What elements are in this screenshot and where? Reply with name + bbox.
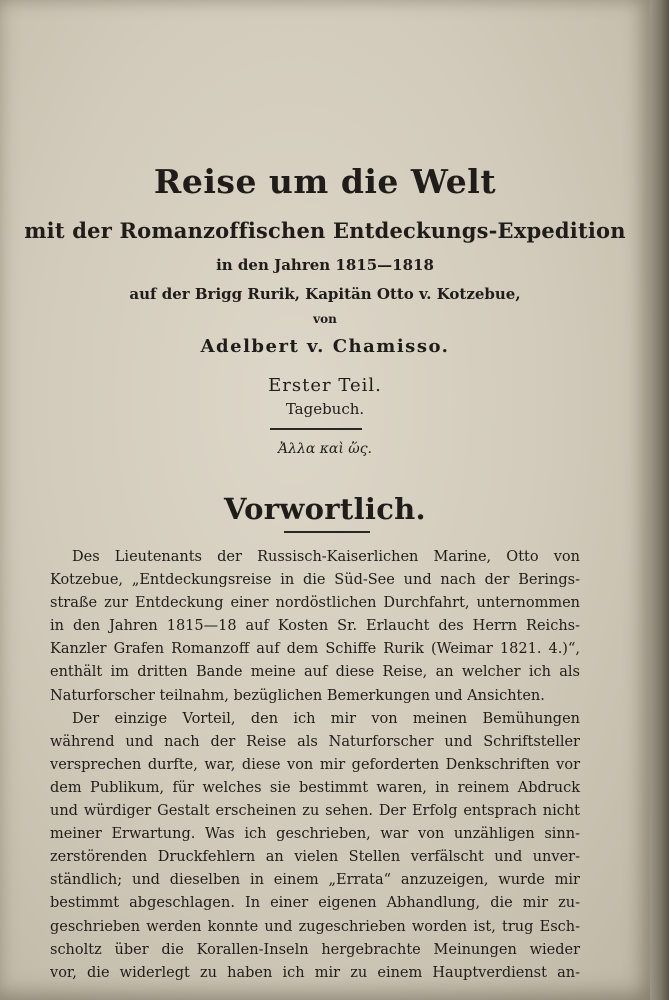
text-line: Der einzige Vorteil, den ich mir von meinen Bemühungen bbox=[72, 710, 580, 727]
text-line: scholtz über die Korallen-Inseln hergebrachte Meinungen wieder bbox=[50, 941, 580, 958]
book-title: Reise um die Welt bbox=[153, 162, 497, 201]
text-line: und würdiger Gestalt erscheinen zu sehen. Der Erfolg entsprach nicht bbox=[50, 803, 580, 820]
text-line: ständlich; und dieselben in einem „Errata“ anzuzeigen, wurde mir bbox=[50, 872, 580, 889]
text-line: versprechen durfte, war, diese von mir geforderten Denkschriften vor bbox=[50, 756, 580, 773]
text-line: geschrieben werden konnte und zugeschrieben worden ist, trug Esch- bbox=[50, 918, 580, 935]
book-subtitle: mit der Romanzoffischen Entdeckungs-Expedition bbox=[24, 218, 626, 243]
heading-underline bbox=[284, 531, 370, 533]
expedition-years: in den Jahren 1815—1818 bbox=[216, 256, 434, 274]
ship-captain-line: auf der Brigg Rurik, Kapitän Otto v. Kotzebue, bbox=[129, 285, 521, 303]
section-heading: Vorwortlich. bbox=[224, 492, 426, 526]
page-edge bbox=[650, 0, 669, 1000]
text-line: enthält im dritten Bande meine auf diese Reise, an welcher ich als bbox=[50, 664, 580, 681]
text-line: bestimmt abgeschlagen. In einer eigenen Abhandlung, die mir zu- bbox=[50, 895, 580, 912]
text-line: während und nach der Reise als Naturforscher und Schriftsteller bbox=[50, 733, 580, 750]
text-line: Des Lieutenants der Russisch-Kaiserlichen Marine, Otto von bbox=[72, 549, 580, 565]
part-label: Erster Teil. bbox=[268, 375, 382, 396]
text-line: dem Publikum, für welches sie bestimmt waren, in reinem Abdruck bbox=[50, 779, 580, 796]
divider-rule bbox=[270, 428, 362, 430]
author-name: Adelbert v. Chamisso. bbox=[200, 336, 450, 357]
text-line: vor, die widerlegt zu haben ich mir zu einem Hauptverdienst an- bbox=[50, 964, 580, 981]
by-line: von bbox=[313, 312, 337, 326]
text-line: Kanzler Grafen Romanzoff auf dem Schiffe Rurik (Weimar 1821. 4.)“, bbox=[50, 641, 580, 658]
text-line: zerstörenden Druckfehlern an vielen Stellen verfälscht und unver- bbox=[50, 849, 580, 866]
text-line: Kotzebue, „Entdeckungsreise in die Süd-See und nach der Berings- bbox=[50, 572, 580, 589]
diary-label: Tagebuch. bbox=[285, 400, 365, 418]
text-line: Naturforscher teilnahm, bezüglichen Bemerkungen und Ansichten. bbox=[50, 687, 545, 704]
body-text bbox=[50, 546, 580, 985]
text-line: meiner Erwartung. Was ich geschrieben, war von unzähligen sinn- bbox=[50, 826, 580, 843]
text-line: in den Jahren 1815—18 auf Kosten Sr. Erlaucht des Herrn Reichs- bbox=[50, 618, 580, 635]
greek-motto: Ἀλλα καὶ ὥς. bbox=[277, 441, 373, 457]
text-line: straße zur Entdeckung einer nordöstlichen Durchfahrt, unternommen bbox=[50, 595, 580, 612]
